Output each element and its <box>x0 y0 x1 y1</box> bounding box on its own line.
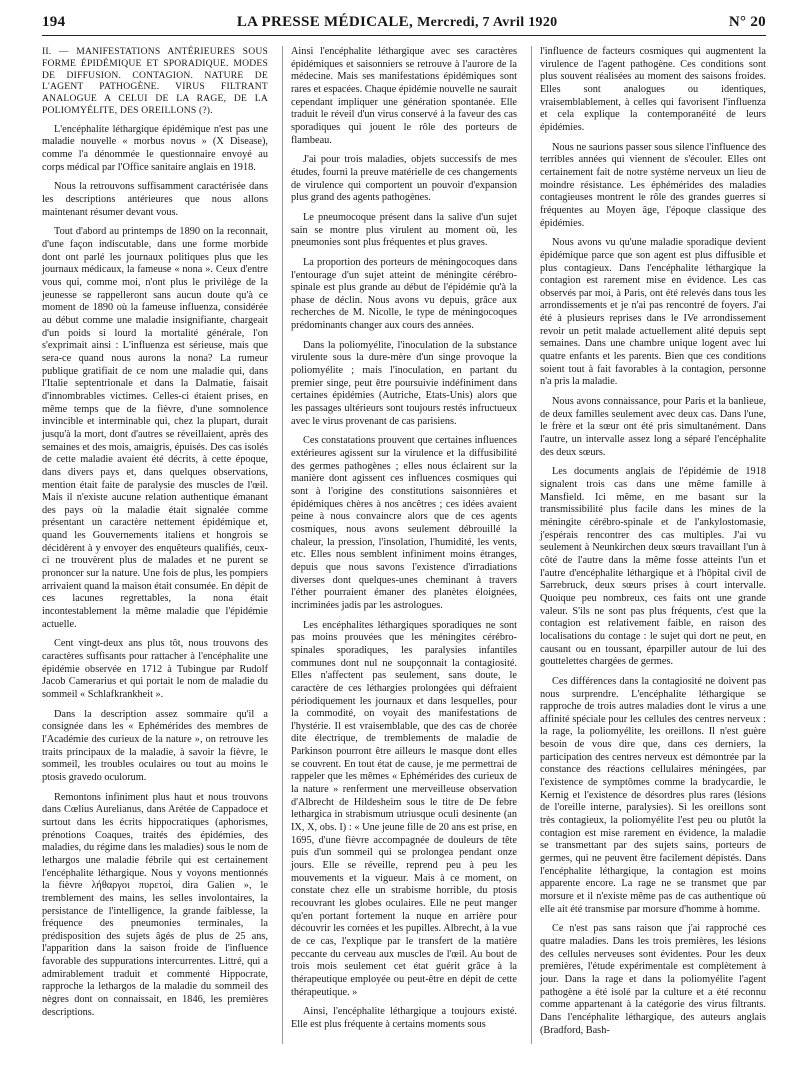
paragraph: Tout d'abord au printemps de 1890 on la reconnait, d'une façon indiscutable, dans une forme morbide dont ont parlé les journaux politiques plus que les journaux médicaux, la fameuse « nona ». Ceux d'entre vous qui, comme moi, n'ont plus le privilège de la jeunesse se rappelleront sans aucun doute qu'à ce moment de 1890 où la fameuse influenza, considérée au début comme une maladie insignifiante, chargeait d'un poids si lourd la mortalité générale, l'on s'exprimait ainsi : L'influenza est sérieuse, mais que sera-ce quand nous aurons la nona? La rumeur publique gratifiait de ce nom une maladie qui, dans l'Italie septentrionale et dans la Dalmatie, faisait d'innombrables victimes. Celles-ci étaient prises, en même temps que de la fièvre, d'une somnolence invincible et interminable qui, chez la plupart, durait jusqu'à la mort, dont d'autres se réveillaient, après des semaines et des mois, amaigris, épuisés. Des cas isolés de cette maladie avaient été décrits, à cette époque, dans divers pays et, dans quelques observations, mention était faite de paralysie des muscles de l'œil. Mais il n'existe aucune relation authentique émanant des pays où la maladie était signalée comme présentant un caractère nettement épidémique et, quand les Gouvernements italiens et hongrois se décidèrent à y envoyer des enquêteurs qualifiés, ceux-ci ne trouvèrent plus de malades et ne purent se prononcer sur la nature. Une fois de plus, les pompiers arrivaient quand la maison était consumée. En dépit de ces lacunes regrettables, la nona était incontestablement la même maladie que l'épidémie actuelle. <box>42 226 268 630</box>
section-title: II. — MANIFESTATIONS ANTÉRIEURES SOUS FORME ÉPIDÉMIQUE ET SPORADIQUE. MODES DE DIFFUSION. CONTAGION. NATURE DE L'AGENT PATHOGÈNE. VIRUS FILTRANT ANALOGUE A CELUI DE LA RAGE, DE LA POLIOMYÉLITE, DES OREILLONS (?). <box>42 46 268 116</box>
paragraph: Ces différences dans la contagiosité ne doivent pas nous surprendre. L'encéphalite léthargique se rapproche de trois autres maladies dont le virus a une affinité spéciale pour les cellules des centres nerveux : la rage, la poliomyélite, les oreillons. Il n'est guère besoin de vous dire que, dans ces derniers, la participation des centres nerveux est démontrée par la constance des réactions cellulaires méningées, par l'existence de symptômes comme la bradycardie, le Kernig et l'existence de désordres plus rares (lésions de l'oreille interne, paralysies). Si les oreillons sont très contagieux, la poliomyélite l'est peu ou plutôt la contagion est mise rarement en évidence, la maladie se transmettant par des sujets sains, porteurs de germes, qui ne peuvent être facilement dépistés. Dans l'encéphalite léthargique, la contagion est moins apparente encore. La rage ne se transmet que par morsure et il n'existe même pas de cas authentique où elle ait été transmise par morsure d'homme à homme. <box>540 675 766 915</box>
paragraph: Ainsi l'encéphalite léthargique avec ses caractères épidémiques et saisonniers se retrouve à l'aurore de la médecine. Mais ses manifestations épidémiques sont rares et espacées. Chaque épidémie nouvelle ne saurait cependant impliquer une génération spontanée. Elle traduit le réveil d'un virus conservé à la faveur des cas sporadiques qui jouent le rôle des porteurs de flambeau. <box>291 46 517 146</box>
paragraph: Les encéphalites léthargiques sporadiques ne sont pas moins prouvées que les méningites cérébro-spinales sporadiques, les paralysies infantiles communes dont nul ne soupçonnait la contagiosité. Elles n'affectent pas seulement, sans doute, le caractère de ces léthargies prolongées qui défraient périodiquement les journaux et dans lesquelles, pour la commodité, on voyait des manifestations de l'hystérie. Il est vraisemblable, que des cas de chorée dite électrique, de tremblements de maladie de Parkinson pourront être ailleurs le masque dont elles se couvrent. En tout état de cause, je me permettrai de rappeler que les mêmes « Ephémérides des curieux de la nature » renferment une merveilleuse observation d'Albrecht de Hildesheim sous le titre de De febre lethargica in strabismum utriusque oculi desinente (an IX, X, obs. I) : « Une jeune fille de 20 ans est prise, en 1695, d'une fièvre accompagnée de douleurs de tête puis d'un sommeil qui se prolongea pendant onze jours. Elle se réveille, reprend peu à peu les mouvements et la vigueur. Mais à ce moment, on constate chez elle un strabisme horrible, du ptosis recouvrant les globes oculaires. Elle ne peut manger qu'en portant fortement la nuque en arrière pour découvrir les cornées et les pupilles. Albrecht, à la vue de ce cas, l'explique par le transfert de la matière peccante du cerveau aux muscles de l'œil. Au bout de trois mois seulement cet état guérit grâce à la thérapeutique employée ou peut-être en dépit de cette thérapeutique. » <box>291 619 517 998</box>
article-columns <box>42 46 766 1044</box>
paragraph: Nous ne saurions passer sous silence l'influence des terribles années qui viennent de s'écouler. Elles ont certainement fait de notre système nerveux un lieu de moindre résistance. Les éphémérides des maladies contagieuses montrent le rôle des grandes guerres si fréquentes au Moyen âge, l'époque classique des épidémies. <box>540 141 766 229</box>
paragraph: J'ai pour trois maladies, objets successifs de mes études, fourni la preuve matérielle de ces changements de virulence qui comportent un pouvoir d'expansion plus grand des agents pathogènes. <box>291 154 517 204</box>
journal-title-line <box>237 14 558 31</box>
issue-number: N° 20 <box>728 14 766 30</box>
paragraph: Dans la description assez sommaire qu'il a consignée dans les « Ephémérides des membres de l'Académie des curieux de la nature », on retrouve les traits principaux de la maladie, à savoir la fièvre, le sommeil, les troubles oculaires ou tout au moins le ptosis gravedo oculorum. <box>42 708 268 783</box>
paragraph: Dans la poliomyélite, l'inoculation de la substance virulente sous la dure-mère d'un singe provoque la poliomyélite ; mais l'inoculation, en partant du premier singe, peut être poursuivie indéfiniment dans certaines épidémies (Autriche, Etats-Unis) alors que les passages ultérieurs sont toujours restés infructueux avec le virus provenant de cas parisiens. <box>291 339 517 427</box>
page-header <box>42 14 766 36</box>
issue-date: Mercredi, 7 Avril 1920 <box>417 15 558 30</box>
paragraph: Ainsi, l'encéphalite léthargique a toujours existé. Elle est plus fréquente à certains moments sous <box>291 1006 517 1030</box>
paragraph: Le pneumocoque présent dans la salive d'un sujet sain se montre plus virulent au moment où, les pneumonies sont plus fréquentes et plus graves. <box>291 211 517 249</box>
paragraph: Cent vingt-deux ans plus tôt, nous trouvons des caractères suffisants pour rattacher à l'encéphalite une épidémie observée en 1712 à Tubingue par Rudolf Jacob Camerarius et qui portait le nom de maladie du sommeil « Schlafkrankheit ». <box>42 638 268 700</box>
paragraph: l'influence de facteurs cosmiques qui augmentent la virulence de l'agent pathogène. Ces conditions sont plus souvent réalisées au moment des saisons froides. Elles sont analogues ou identiques, vraisemblablement, à celles qui favorisent l'influenza et cela explique la contemporanéité de leurs épidémies. <box>540 46 766 133</box>
paragraph: La proportion des porteurs de méningocoques dans l'entourage d'un sujet atteint de méningite cérébro-spinale est plus grande au début de l'épidémie qu'à la phase de déclin. Nous avons vu depuis, grâce aux recherches de M. Nicolle, le type de méningocoques prédominants changer aux cours des années. <box>291 256 517 332</box>
paragraph: Nous la retrouvons suffisamment caractérisée dans les descriptions antérieures que nous allons maintenant résumer devant vous. <box>42 181 268 218</box>
paragraph: L'encéphalite léthargique épidémique n'est pas une maladie nouvelle « morbus novus » (X Disease), comme l'a dénommée le questionnaire envoyé au corps médical par l'Office sanitaire anglais en 1918. <box>42 123 268 173</box>
paragraph: Ces constatations prouvent que certaines influences extérieures agissent sur la virulence et la diffusibilité des germes pathogènes ; elles nous éclairent sur la manière dont agissent ces influences cosmiques qui sont à l'origine des constitutions saisonnières et épidémiques chères à nos ancêtres ; ces idées avaient peine à nous convaincre alors que de ces agents cosmiques, nous avons seulement débrouillé la chaleur, la pression, l'insolation, l'humidité, les vents, etc. Elles nous semblent infiniment moins étranges, depuis que nous savons l'existence d'irradiations diverses dont quelques-unes cheminant à travers l'éther pourraient émaner des planètes éloignées, incriminées jadis par les astrologues. <box>291 435 517 611</box>
paragraph: Ce n'est pas sans raison que j'ai rapproché ces quatre maladies. Dans les trois premières, les lésions des cellules nerveuses sont évidentes. Pour les deux premières, l'étude expérimentale est complètement à jour. Dans la rage et dans la poliomyélite l'agent pathogène a été isolé par la culture et a été reconnu comme appartenant à la catégorie des virus filtrants. Dans l'encéphalite léthargique, des auteurs anglais (Bradford, Bash- <box>540 923 766 1036</box>
column-1 <box>42 46 268 1044</box>
paragraph: Nous avons connaissance, pour Paris et la banlieue, de deux familles seulement avec deux cas. Dans l'une, le frère et la sœur ont été pris simultanément. Dans l'autre, un intervalle assez long a séparé l'encéphalite des deux sœurs. <box>540 396 766 458</box>
column-3 <box>531 46 766 1044</box>
journal-title: LA PRESSE MÉDICALE, <box>236 14 414 30</box>
paragraph: Remontons infiniment plus haut et nous trouvons dans Cœlius Aurelianus, dans Arétée de Cappadoce et surtout dans les écrits hippocratiques (aphorismes, prénotions Coaques, traités des épidémies, des maladies, du régime dans les maladies) sous le nom de lethargos une maladie fébrile qui est certainement l'encéphalite léthargique. Nous y voyons mentionnés la fièvre λήθαργοι πυρετοί, dira Galien », le tremblement des mains, les selles involontaires, la persistance de l'intelligence, la grande faiblesse, la fréquence des pneumonies terminales, la prédisposition des sujets âgés de plus de 25 ans, l'apparition dans la saison froide de l'influence favorable des suppurations intercurrentes. Littré, qui a admirablement traduit et commenté Hippocrate, rapproche la lethargos de la maladie du sommeil des nègres dont on connaissait, en 1846, les premières descriptions. <box>42 791 268 1018</box>
paragraph: Les documents anglais de l'épidémie de 1918 signalent trois cas dans une même famille à Mansfield. Ici même, en me basant sur la transmissibilité plus facile dans les mines de la méningite cérébro-spinale et de l'ankylostomasie, j'espérais rencontrer des cas multiples. J'ai vu seulement à Neunkirchen deux sœurs travaillant l'un à côté de l'autre dans la même fosse atteints l'un et l'autre d'encéphalite léthargique et à l'hôpital civil de Sarrebruck, deux sœurs prises à court intervalle. Quoique peu nombreux, ces faits ont une grande valeur. S'ils ne sont pas plus fréquents, c'est que la contagion est relativement faible, en raison des localisations du contage : le sujet qui dort ne peut, en causant ou en toussant, éparpiller autour de lui des gouttelettes chargées de germes. <box>540 466 766 668</box>
paragraph: Nous avons vu qu'une maladie sporadique devient épidémique parce que son agent est plus diffusible et plus contagieux. Dans l'encéphalite léthargique la contagion est rarement mise en évidence. Les cas observés par moi, à Paris, ont été relevés dans tous les arrondissements et je n'ai pas rencontré de foyers. J'ai été à plusieurs reprises dans le IVe arrondissement revoir un petit malade actuellement alité depuis sept semaines. Dans une chambre unique logent avec lui quatre enfants et les parents. Bien que ces conditions soient tout à fait favorables à la contagion, personne n'a pris la maladie. <box>540 237 766 388</box>
column-2 <box>282 46 517 1044</box>
page-number: 194 <box>42 14 66 30</box>
